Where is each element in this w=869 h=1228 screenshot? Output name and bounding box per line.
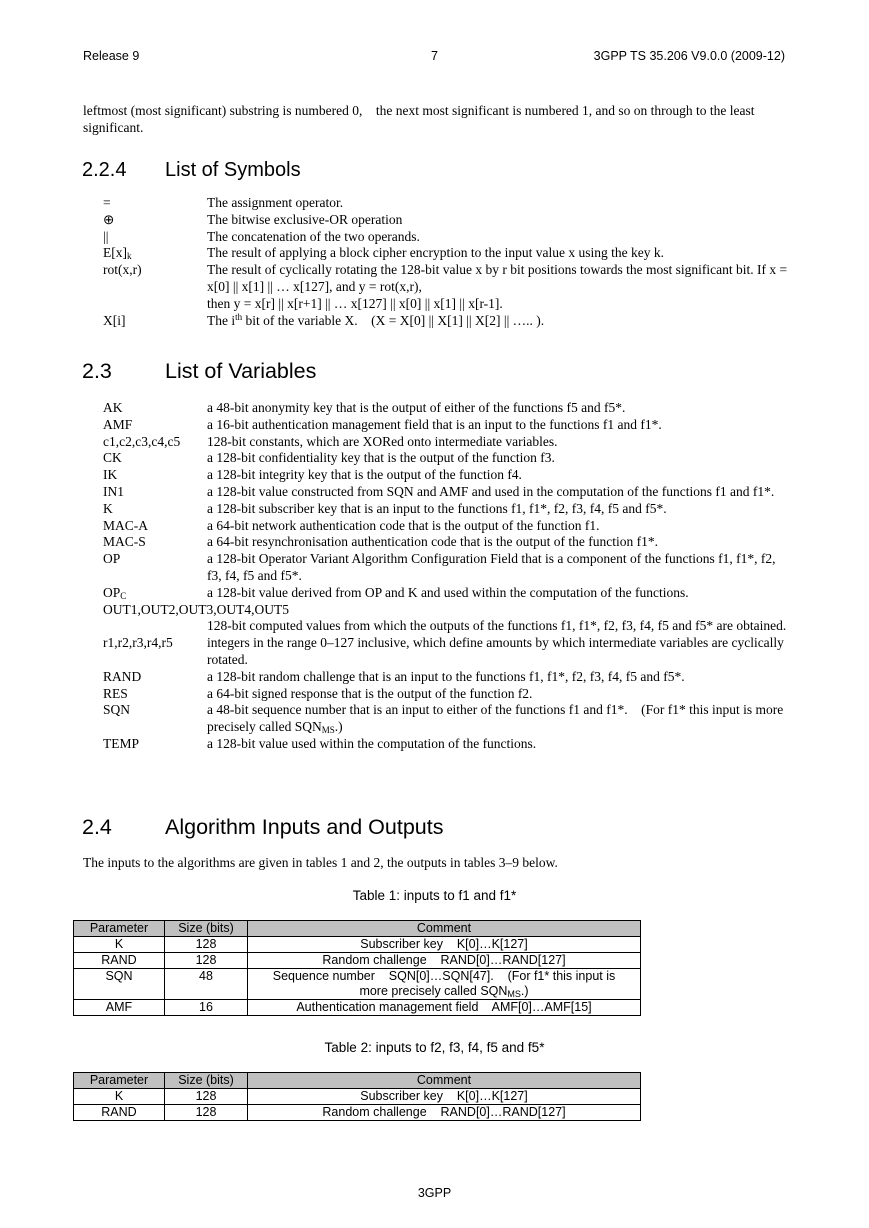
variable-term-base: OP bbox=[103, 584, 121, 600]
table-cell: SQN bbox=[74, 969, 165, 1000]
variable-term: RES bbox=[103, 685, 128, 701]
table-1-caption: Table 1: inputs to f1 and f1* bbox=[352, 888, 517, 903]
variable-row bbox=[103, 400, 793, 417]
variable-term: OUT1,OUT2,OUT3,OUT4,OUT5 bbox=[103, 601, 289, 617]
symbol-row bbox=[103, 245, 793, 262]
variable-row bbox=[103, 518, 793, 535]
symbol-term: || bbox=[103, 228, 109, 244]
table-header-row bbox=[74, 921, 641, 937]
header-release: Release 9 bbox=[83, 49, 140, 63]
symbol-row bbox=[103, 262, 793, 312]
variable-term: AK bbox=[103, 400, 123, 415]
table-cell: Subscriber key K[0]…K[127] bbox=[248, 937, 641, 953]
variable-desc: a 16-bit authentication management field that is an input to the functions f1 and f1*. bbox=[207, 416, 662, 432]
intro-paragraph: leftmost (most significant) substring is numbered 0, the next most significant is numbered 1, and so on through to the least significant. bbox=[83, 103, 758, 135]
variable-row bbox=[103, 551, 793, 585]
table-cell: Random challenge RAND[0]…RAND[127] bbox=[248, 1105, 641, 1121]
symbol-desc-pre: The i bbox=[207, 312, 236, 328]
variable-row bbox=[103, 434, 793, 451]
variable-desc: a 128-bit Operator Variant Algorithm Configuration Field that is a component of the functions f1, f1*, f2, f3, f4, f5 and f5*. bbox=[207, 551, 776, 583]
variable-desc-end: .) bbox=[334, 719, 343, 735]
variable-row bbox=[103, 450, 793, 467]
symbol-row bbox=[103, 195, 793, 212]
variable-desc: 128-bit constants, which are XORed onto intermediate variables. bbox=[207, 433, 558, 449]
table-cell: RAND bbox=[74, 953, 165, 969]
table-row bbox=[74, 969, 641, 1000]
table-cell: 128 bbox=[165, 953, 248, 969]
variable-row bbox=[103, 602, 793, 636]
table-row bbox=[74, 1105, 641, 1121]
table-cell: K bbox=[74, 937, 165, 953]
table-cell bbox=[248, 969, 641, 1000]
section-number: 2.4 bbox=[82, 815, 112, 839]
table-cell-subscript: MS bbox=[507, 989, 521, 999]
variable-row bbox=[103, 501, 793, 518]
symbol-desc bbox=[207, 313, 793, 330]
symbol-desc-superscript: th bbox=[235, 311, 243, 322]
symbol-term-base: E[x] bbox=[103, 245, 127, 261]
table-cell: RAND bbox=[74, 1105, 165, 1121]
section-title: List of Variables bbox=[165, 359, 317, 383]
table-row bbox=[74, 1089, 641, 1105]
variable-desc: a 128-bit random challenge that is an input to the functions f1, f1*, f2, f3, f4, f5 and f5*. bbox=[207, 668, 685, 684]
table-2 bbox=[73, 1072, 641, 1121]
variable-desc-subscript: MS bbox=[321, 725, 335, 736]
variable-row bbox=[103, 635, 793, 669]
variable-desc: a 128-bit confidentiality key that is the output of the function f3. bbox=[207, 450, 555, 466]
section-2-4-text: The inputs to the algorithms are given in tables 1 and 2, the outputs in tables 3–9 below. bbox=[83, 855, 558, 870]
symbol-row bbox=[103, 212, 793, 229]
section-number: 2.2.4 bbox=[82, 159, 127, 181]
table-cell: 128 bbox=[165, 937, 248, 953]
variable-row bbox=[103, 585, 793, 602]
table-cell: 48 bbox=[165, 969, 248, 1000]
table-cell: Authentication management field AMF[0]…AMF[15] bbox=[248, 1000, 641, 1016]
table-1 bbox=[73, 920, 641, 1016]
table-cell: 16 bbox=[165, 1000, 248, 1016]
section-heading-2-3 bbox=[82, 359, 316, 384]
symbol-desc bbox=[207, 262, 793, 312]
table-row bbox=[74, 953, 641, 969]
variable-term: AMF bbox=[103, 416, 133, 432]
section-heading-2-2-4 bbox=[82, 159, 301, 182]
variable-row bbox=[103, 669, 793, 686]
symbol-row bbox=[103, 313, 793, 330]
footer-3gpp: 3GPP bbox=[417, 1186, 452, 1200]
table-cell: 128 bbox=[165, 1105, 248, 1121]
symbol-desc-post: bit of the variable X. (X = X[0] || X[1] || X[2] || ….. ). bbox=[242, 312, 545, 328]
variable-term: MAC-A bbox=[103, 517, 149, 533]
variable-desc: a 48-bit anonymity key that is the output of either of the functions f5 and f5*. bbox=[207, 400, 626, 415]
variable-row bbox=[103, 534, 793, 551]
table-cell: 128 bbox=[165, 1089, 248, 1105]
variable-term bbox=[103, 585, 207, 602]
variable-term: SQN bbox=[103, 702, 131, 718]
table-cell: Subscriber key K[0]…K[127] bbox=[248, 1089, 641, 1105]
symbol-term: X[i] bbox=[103, 312, 126, 328]
symbol-desc-line2: then y = x[r] || x[r+1] || … x[127] || x[0] || x[1] || x[r-1]. bbox=[207, 295, 503, 311]
section-title: List of Symbols bbox=[165, 159, 301, 181]
variable-desc: a 64-bit resynchronisation authentication code that is the output of the function f1*. bbox=[207, 534, 659, 550]
symbol-term: = bbox=[103, 195, 111, 210]
variable-row bbox=[103, 417, 793, 434]
table-header-cell: Size (bits) bbox=[165, 921, 248, 937]
table-cell-text: Sequence number SQN[0]…SQN[47]. (For f1* this input is more precisely called SQN bbox=[272, 969, 619, 998]
variable-term-subscript: C bbox=[120, 590, 127, 601]
variable-term: K bbox=[103, 500, 113, 516]
variable-desc: integers in the range 0–127 inclusive, which define amounts by which intermediate variables are cyclically rotated. bbox=[207, 635, 784, 667]
variable-desc: a 64-bit signed response that is the output of the function f2. bbox=[207, 685, 533, 701]
table-header-cell: Comment bbox=[248, 1073, 641, 1089]
variable-desc: 128-bit computed values from which the outputs of the functions f1, f1*, f2, f3, f4, f5 and f5* are obtained. bbox=[207, 618, 787, 634]
table-row bbox=[74, 937, 641, 953]
variable-row bbox=[103, 686, 793, 703]
variable-term: RAND bbox=[103, 668, 142, 684]
table-2-caption: Table 2: inputs to f2, f3, f4, f5 and f5* bbox=[324, 1040, 545, 1055]
symbol-desc: The concatenation of the two operands. bbox=[207, 228, 420, 244]
symbols-list bbox=[103, 195, 793, 329]
section-heading-2-4 bbox=[82, 815, 443, 840]
symbol-term: rot(x,r) bbox=[103, 262, 142, 278]
table-cell: Random challenge RAND[0]…RAND[127] bbox=[248, 953, 641, 969]
variable-term: IK bbox=[103, 467, 118, 483]
section-title: Algorithm Inputs and Outputs bbox=[165, 815, 444, 839]
variable-term: c1,c2,c3,c4,c5 bbox=[103, 433, 181, 449]
variable-row bbox=[103, 702, 793, 736]
variable-row bbox=[103, 484, 793, 501]
symbol-desc: The bitwise exclusive-OR operation bbox=[207, 211, 403, 227]
section-number: 2.3 bbox=[82, 359, 112, 383]
table-header-cell: Comment bbox=[248, 921, 641, 937]
variable-row bbox=[103, 467, 793, 484]
table-cell: AMF bbox=[74, 1000, 165, 1016]
variables-list bbox=[103, 400, 793, 753]
symbol-row bbox=[103, 229, 793, 246]
symbol-term: ⊕ bbox=[103, 211, 115, 227]
variable-term: OP bbox=[103, 551, 121, 567]
variable-desc: a 128-bit integrity key that is the output of the function f4. bbox=[207, 467, 522, 483]
variable-desc: a 128-bit value derived from OP and K and used within the computation of the functions. bbox=[207, 584, 689, 600]
symbol-desc: The assignment operator. bbox=[207, 195, 344, 210]
table-row bbox=[74, 1000, 641, 1016]
variable-term: r1,r2,r3,r4,r5 bbox=[103, 635, 173, 651]
header-page-number: 7 bbox=[431, 49, 438, 63]
symbol-term-subscript: k bbox=[127, 251, 132, 262]
variable-desc: a 128-bit subscriber key that is an input to the functions f1, f1*, f2, f3, f4, f5 and f5*. bbox=[207, 500, 667, 516]
table-cell-end: .) bbox=[520, 984, 529, 998]
header-spec-id: 3GPP TS 35.206 V9.0.0 (2009-12) bbox=[593, 49, 785, 63]
symbol-term bbox=[103, 245, 207, 262]
table-header-cell: Size (bits) bbox=[165, 1073, 248, 1089]
variable-desc-text: a 48-bit sequence number that is an input to either of the functions f1 and f1*. (For f1* this input is more precisely called SQN bbox=[207, 702, 787, 735]
variable-desc: a 128-bit value constructed from SQN and AMF and used in the computation of the functions f1 and f1*. bbox=[207, 483, 775, 499]
table-header-row bbox=[74, 1073, 641, 1089]
symbol-desc: The result of applying a block cipher encryption to the input value x using the key k. bbox=[207, 245, 665, 261]
variable-term: MAC-S bbox=[103, 534, 146, 550]
variable-desc: a 128-bit value used within the computation of the functions. bbox=[207, 735, 537, 751]
variable-term: IN1 bbox=[103, 483, 124, 499]
variable-desc: a 64-bit network authentication code that is the output of the function f1. bbox=[207, 517, 600, 533]
table-header-cell: Parameter bbox=[74, 1073, 165, 1089]
variable-term: CK bbox=[103, 450, 122, 466]
variable-term: TEMP bbox=[103, 735, 140, 751]
variable-desc bbox=[207, 702, 793, 736]
symbol-desc-line1: The result of cyclically rotating the 128-bit value x by r bit positions towards the most significant bit. If x = x[0] || x[1] || … x[127], and y = rot(x,r), bbox=[207, 262, 788, 294]
table-header-cell: Parameter bbox=[74, 921, 165, 937]
table-cell: K bbox=[74, 1089, 165, 1105]
variable-row bbox=[103, 736, 793, 753]
